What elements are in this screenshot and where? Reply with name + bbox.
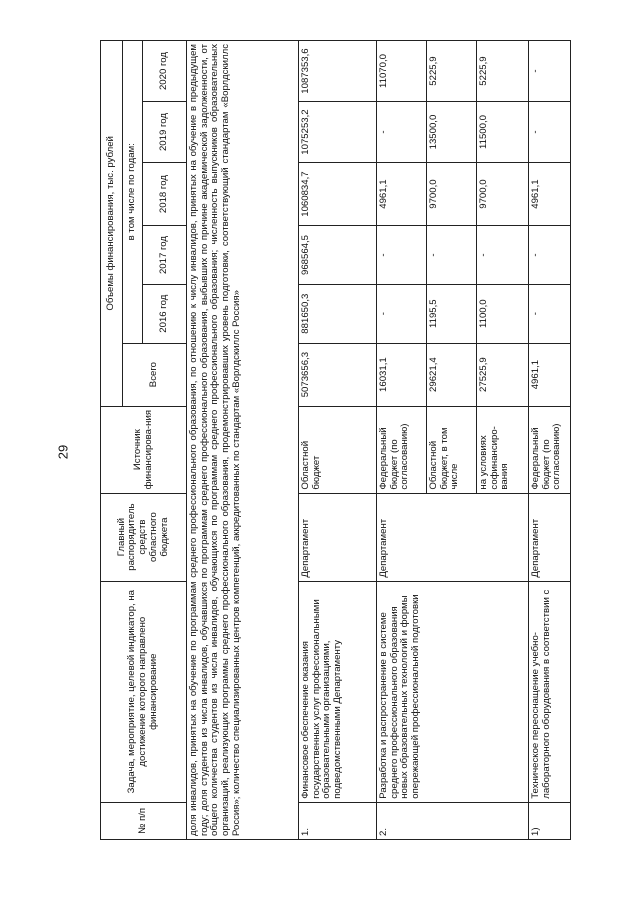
value-total: 5073656,3	[299, 343, 377, 406]
row-task: Техническое переоснащение учебно-лабораторного оборудования в соответствии с	[529, 581, 571, 802]
row-num: 1.	[299, 802, 377, 839]
row-task: Разработка и распространение в системе среднего профессионального образования новых образовательных технологий и формы опережающей профессиональной подготовки	[377, 581, 529, 802]
row-num: 2.	[377, 802, 529, 839]
value-2020: 5225,9	[427, 41, 477, 102]
row-source: Областной бюджет	[299, 406, 377, 493]
table-row	[377, 41, 427, 840]
value-total: 4961,1	[529, 343, 571, 406]
value-2020: -	[529, 41, 571, 102]
value-2018: 9700,0	[427, 162, 477, 225]
financing-table	[100, 40, 571, 840]
row-source: Федеральный бюджет (по согласованию)	[377, 406, 427, 493]
header-by-years: в том числе по годам:	[123, 41, 143, 344]
header-source: Источник финансирова-ния	[101, 406, 187, 493]
value-2017: -	[529, 226, 571, 285]
value-2016: 1100,0	[477, 284, 529, 343]
row-task: Финансовое обеспечение оказания государственных услуг профессиональными образовательными организациями, подведомственными Департаменту	[299, 581, 377, 802]
row-manager: Департамент	[299, 493, 377, 581]
header-manager: Главный распорядитель средств областного бюджета	[101, 493, 187, 581]
value-2017: 968564,5	[299, 226, 377, 285]
value-2018: 4961,1	[377, 162, 427, 225]
header-year-2017: 2017 год	[143, 226, 187, 285]
header-volumes: Объемы финансирования, тыс. рублей	[101, 41, 123, 407]
header-year-2020: 2020 год	[143, 41, 187, 102]
header-year-2019: 2019 год	[143, 102, 187, 163]
header-year-2016: 2016 год	[143, 284, 187, 343]
indicators-text: доля инвалидов, принятых на обучение по программам среднего профессионального образования, по отношению к числу инвалидов, принятых на обучение в предыдущем году; доля студентов из числа инвалидов, обучавшихся по программам среднего профессионального образования, выбывших по причине академической задолженности, от общего количества студентов из числа инвалидов, обучающихся по программам среднего профессионального образования; численность выпускников образовательных организаций, реализующих программы среднего профессионального образования, продемонстрировавших уровень подготовки, соответствующий стандартам «Ворлдскиллс Россия»; количество специализированных центров компетенций, аккредитованных по стандартам «Ворлдскиллс Россия»	[187, 41, 299, 840]
header-num: № п/п	[101, 802, 187, 839]
value-2019: -	[377, 102, 427, 163]
table-row	[299, 41, 377, 840]
value-2020: 1087353,6	[299, 41, 377, 102]
row-manager: Департамент	[529, 493, 571, 581]
header-year-2018: 2018 год	[143, 162, 187, 225]
value-2016: 1195,5	[427, 284, 477, 343]
value-total: 16031,1	[377, 343, 427, 406]
value-2018: 9700,0	[477, 162, 529, 225]
value-2019: -	[529, 102, 571, 163]
value-total: 27525,9	[477, 343, 529, 406]
value-total: 29621,4	[427, 343, 477, 406]
row-manager: Департамент	[377, 493, 529, 581]
row-num: 1)	[529, 802, 571, 839]
value-2016: 881650,3	[299, 284, 377, 343]
rotated-sheet	[100, 40, 563, 840]
value-2019: 13500,0	[427, 102, 477, 163]
table-row	[529, 41, 571, 840]
row-source: Федеральный бюджет (по согласованию)	[529, 406, 571, 493]
value-2018: 1060834,7	[299, 162, 377, 225]
page-number: 29	[55, 444, 71, 460]
row-source: Областной бюджет, в том числе	[427, 406, 477, 493]
value-2020: 11070,0	[377, 41, 427, 102]
value-2019: 11500,0	[477, 102, 529, 163]
value-2018: 4961,1	[529, 162, 571, 225]
value-2019: 1075253,2	[299, 102, 377, 163]
value-2017: -	[477, 226, 529, 285]
row-source: на условиях софинансиро-вания	[477, 406, 529, 493]
value-2020: 5225,9	[477, 41, 529, 102]
header-task: Задача, мероприятие, целевой индикатор, на достижение которого направлено финансирование	[101, 581, 187, 802]
value-2016: -	[377, 284, 427, 343]
header-total: Всего	[123, 343, 187, 406]
value-2017: -	[427, 226, 477, 285]
value-2016: -	[529, 284, 571, 343]
value-2017: -	[377, 226, 427, 285]
